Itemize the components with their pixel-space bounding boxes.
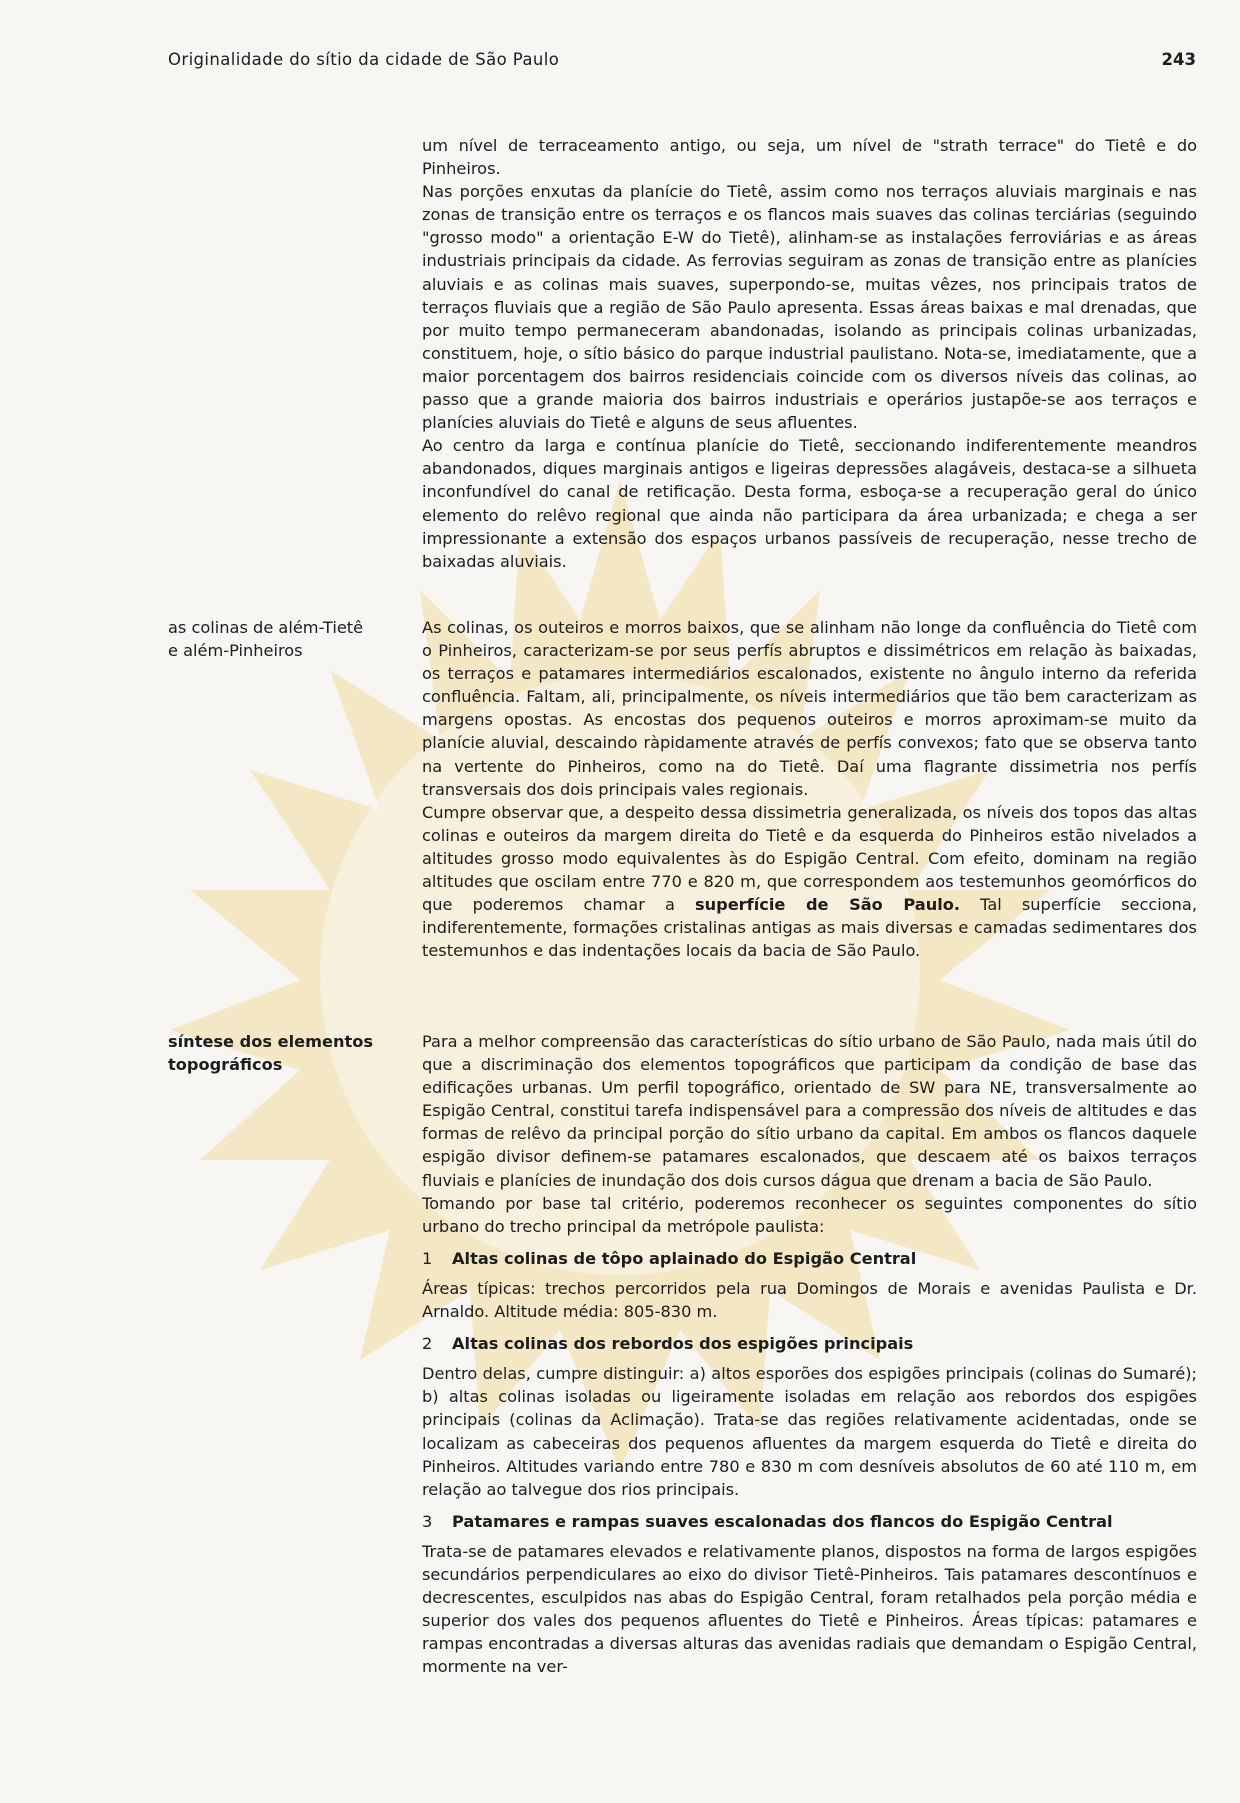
paragraph: Nas porções enxutas da planície do Tietê, assim como nos terraços aluviais marginais e nas zonas de transição entre os terraços e os flancos mais suaves das colinas terciárias (seguindo "grosso modo" a orientação E-W do Tietê), alinham-se as instalações ferroviárias e as áreas industriais principais da cidade. As ferrovias seguiram as zonas de transição entre as planícies aluviais e as colinas mais suaves, superpondo-se, muitas vêzes, nos principais tratos de terraços fluviais que a região de São Paulo apresenta. Essas áreas baixas e mal drenadas, que por muito tempo permaneceram abandonadas, isolando as principais colinas urbanizadas, constituem, hoje, o sítio básico do parque industrial paulistano. Nota-se, imediatamente, que a maior porcentagem dos bairros residenciais coincide com os diversos níveis das colinas, ao passo que a grande maioria dos bairros industriais e operários justapõe-se aos terraços e planícies aluviais do Tietê e alguns de seus afluentes. — [422, 182, 1197, 433]
list-item-text: Áreas típicas: trechos percorridos pela rua Domingos de Morais e avenidas Paulista e Dr. Arnaldo. Altitude média: 805-830 m. — [422, 1278, 1197, 1322]
paragraph: um nível de terraceamento antigo, ou seja, um nível de "strath terrace" do Tietê e do Pinheiros. — [422, 136, 1197, 179]
list-item-text: Trata-se de patamares elevados e relativamente planos, dispostos na forma de largos espigões secundários perpendiculares ao eixo do divisor Tietê-Pinheiros. Tais patamares descontínuos e decrescentes, esculpidos nas abas do Espigão Central, foram retalhados pela porção média e superior dos vales dos pequenos afluentes do Tietê e Pinheiros. Áreas típicas: patamares e rampas encontradas a diversas alturas das avenidas radiais que demandam o Espigão Central, mormente na ver- — [422, 1541, 1197, 1677]
list-item-heading — [422, 1510, 1197, 1533]
paragraph: Para a melhor compreensão das características do sítio urbano de São Paulo, nada mais útil do que a discriminação dos elementos topográficos que participam da condição de base das edificações urbanas. Um perfil topográfico, orientado de SW para NE, transversalmente ao Espigão Central, constitui tarefa indispensável para a compressão dos níveis de altitudes e das formas de relêvo da principal porção do sítio urbano da capital. Em ambos os flancos daquele espigão divisor definem-se patamares escalonados, que descaem até os baixos terraços fluviais e planícies de inundação dos dois cursos dágua que drenam a bacia de São Paulo. — [422, 1032, 1197, 1190]
paragraph — [422, 801, 1197, 963]
emphasized-term: superfície de São Paulo. — [694, 895, 961, 915]
margin-note-sintese — [168, 1030, 408, 1076]
colinas-section — [422, 616, 1197, 962]
list-item-number: 3 — [422, 1511, 433, 1531]
paragraph-text: Tal superfície secciona, indiferentemente, formações cristalinas antigas as mais diversas e camadas sedimentares dos testemunhos e das indentações locais da bacia de São Paulo. — [422, 895, 1197, 961]
paragraph: Ao centro da larga e contínua planície do Tietê, seccionando indiferentemente meandros abandonados, diques marginais antigos e ligeiras depressões alagáveis, destaca-se a silhueta inconfundível do canal de retificação. Desta forma, esboça-se a recuperação geral do único elemento do relêvo regional que ainda não participara da área urbanizada; e chega a ser impressionante a extensão dos espaços urbanos passíveis de recuperação, nesse trecho de baixadas aluviais. — [422, 436, 1197, 571]
paragraph-text: Cumpre observar que, a despeito dessa dissimetria generalizada, os níveis dos topos das altas colinas e outeiros da margem direita do Tietê e da esquerda do Pinheiros estão nivelados a altitudes grosso modo equivalentes às do Espigão Central. Com efeito, dominam na região altitudes que oscilam entre 770 e 820 m, que correspondem aos testemunhos geomórficos do que poderemos chamar a — [422, 802, 1197, 915]
sintese-section — [422, 1030, 1197, 1678]
page-number: 243 — [1161, 50, 1196, 69]
list-item-title: Altas colinas de tôpo aplainado do Espigão Central — [452, 1248, 917, 1268]
intro-section — [422, 134, 1197, 573]
margin-note-line: e além-Pinheiros — [168, 641, 303, 661]
margin-note-line: as colinas de além-Tietê — [168, 618, 364, 637]
paragraph: Tomando por base tal critério, poderemos reconhecer os seguintes componentes do sítio urbano do trecho principal da metrópole paulista: — [422, 1193, 1197, 1236]
list-item-title: Patamares e rampas suaves escalonadas dos flancos do Espigão Central — [452, 1511, 1113, 1531]
list-item-text: Dentro delas, cumpre distinguir: a) altos esporões dos espigões principais (colinas do Sumaré); b) altas colinas isoladas ou ligeiramente isoladas em relação aos rebordos dos espigões principais (colinas da Aclimação). Trata-se das regiões relativamente acidentadas, onde se localizam as cabeceiras dos pequenos afluentes da margem esquerda do Tietê e direita do Pinheiros. Altitudes variando entre 780 e 830 m com desníveis absolutos de 60 até 110 m, em relação ao talvegue dos rios principais. — [422, 1364, 1197, 1499]
margin-note-colinas — [168, 616, 408, 662]
margin-note-line: topográficos — [168, 1055, 283, 1075]
list-item-heading — [422, 1247, 1197, 1270]
margin-note-line: síntese dos elementos — [168, 1032, 374, 1051]
paragraph: As colinas, os outeiros e morros baixos, que se alinham não longe da confluência do Tietê com o Pinheiros, caracterizam-se por seus perfís abruptos e dissimétricos em relação às baixadas, os terraços e patamares intermediários escalonados, existente no ângulo interno da referida confluência. Faltam, ali, principalmente, os níveis intermediários que tão bem caracterizam as margens opostas. As encostas dos pequenos outeiros e morros aproximam-se muito da planície aluvial, descaindo ràpidamente através de perfís convexos; fato que se observa tanto na vertente do Pinheiros, como na do Tietê. Daí uma flagrante dissimetria nos perfís transversais dos dois principais vales regionais. — [422, 618, 1197, 799]
list-item-number: 2 — [422, 1334, 433, 1354]
list-item-heading — [422, 1332, 1197, 1355]
list-item-title: Altas colinas dos rebordos dos espigões principais — [452, 1334, 914, 1354]
running-title: Originalidade do sítio da cidade de São Paulo — [168, 50, 560, 69]
list-item-number: 1 — [422, 1248, 433, 1268]
